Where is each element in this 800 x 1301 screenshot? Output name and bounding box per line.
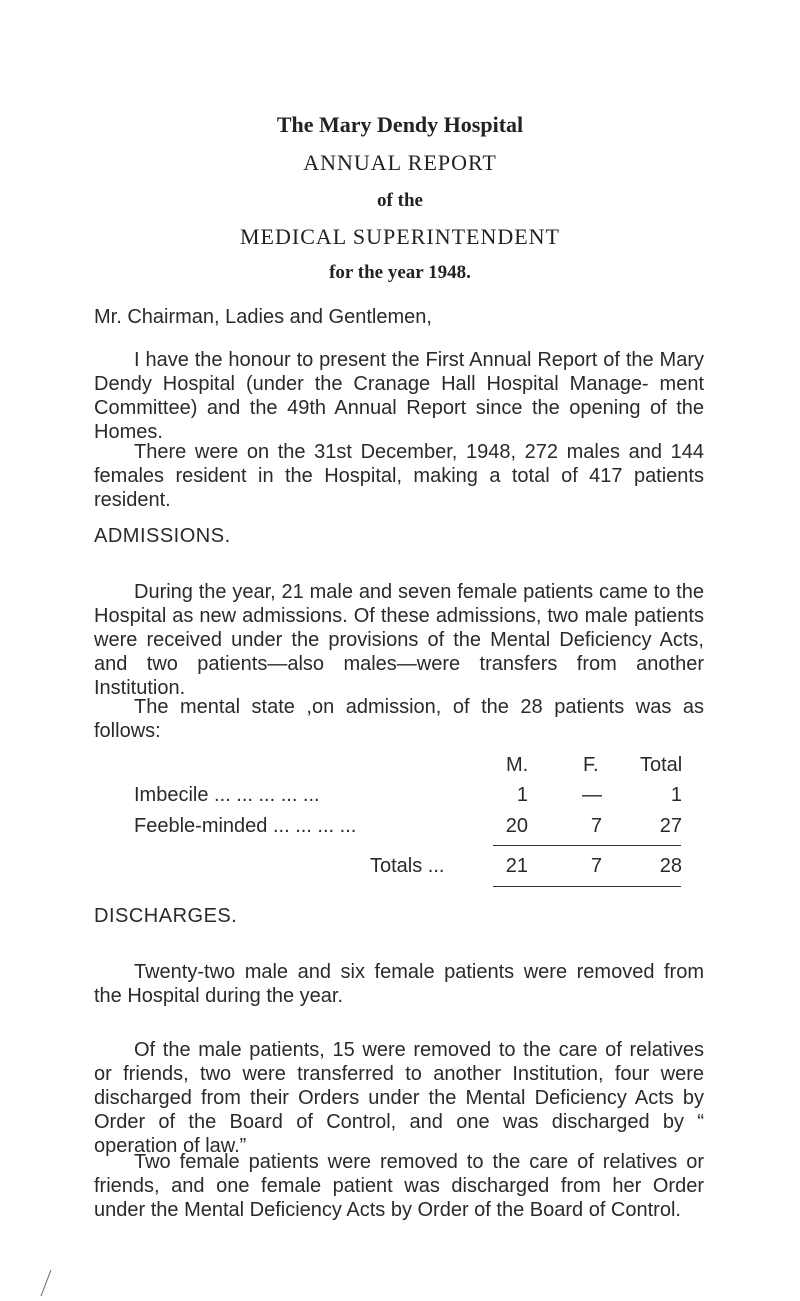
discharges-heading: DISCHARGES. xyxy=(94,905,238,927)
female-discharges-paragraph: Two female patients were removed to the care of relatives or friends, and one female patient was discharged from her Order under the Mental Deficiency Acts by Order of the Board of Control. xyxy=(94,1151,704,1221)
salutation: Mr. Chairman, Ladies and Gentlemen, xyxy=(94,306,432,328)
report-of-the: of the xyxy=(377,190,423,211)
mental-state-paragraph: The mental state ,on admission, of the 28 patients was as follows: xyxy=(94,696,704,742)
cell-imbecile-m: 1 xyxy=(516,784,528,806)
cell-totals-m: 21 xyxy=(505,855,528,877)
cell-imbecile-f: — xyxy=(582,784,602,806)
row-label-totals: Totals ... xyxy=(370,855,445,877)
cell-totals-f: 7 xyxy=(590,855,602,877)
report-title: ANNUAL REPORT xyxy=(303,150,497,175)
row-label-feeble-minded: Feeble-minded ... ... ... ... xyxy=(134,815,357,837)
cell-feeble-minded-m: 20 xyxy=(505,815,528,837)
male-discharges-paragraph: Of the male patients, 15 were removed to the care of relatives or friends, two were transferred to another Institution, four were discharged from their Orders under the Mental Deficiency Acts by Order of the Board of Control, and one was discharged by “ operation of law.” xyxy=(94,1039,704,1157)
cell-feeble-minded-f: 7 xyxy=(590,815,602,837)
cell-feeble-minded-total: 27 xyxy=(659,815,682,837)
residents-paragraph: There were on the 31st December, 1948, 272 males and 144 females resident in the Hospital, making a total of 417 patients resident. xyxy=(94,441,704,511)
discharges-paragraph: Twenty-two male and six female patients were removed from the Hospital during the year. xyxy=(94,961,704,1007)
cell-imbecile-total: 1 xyxy=(670,784,682,806)
admissions-heading: ADMISSIONS. xyxy=(94,525,231,547)
intro-paragraph: I have the honour to present the First Annual Report of the Mary Dendy Hospital (under the Cranage Hall Hospital Manage- ment Committee) and the 49th Annual Report since the opening of the Homes. xyxy=(94,349,704,443)
admissions-paragraph: During the year, 21 male and seven female patients came to the Hospital as new admissions. Of these admissions, two male patients were received under the provisions of the Mental Deficiency Acts, and two patients—also males—were transfers from another Institution. xyxy=(94,581,704,699)
report-year: for the year 1948. xyxy=(329,262,471,283)
col-header-m: M. xyxy=(506,754,529,776)
col-header-f: F. xyxy=(583,754,599,776)
table-rule-bottom xyxy=(493,886,681,887)
row-label-imbecile: Imbecile ... ... ... ... ... xyxy=(134,784,320,806)
hospital-title: The Mary Dendy Hospital xyxy=(276,112,524,137)
table-rule-top xyxy=(493,845,681,846)
pencil-mark xyxy=(38,1268,54,1298)
col-header-total: Total xyxy=(640,754,683,776)
cell-totals-total: 28 xyxy=(659,855,682,877)
officer-title: MEDICAL SUPERINTENDENT xyxy=(240,224,560,249)
